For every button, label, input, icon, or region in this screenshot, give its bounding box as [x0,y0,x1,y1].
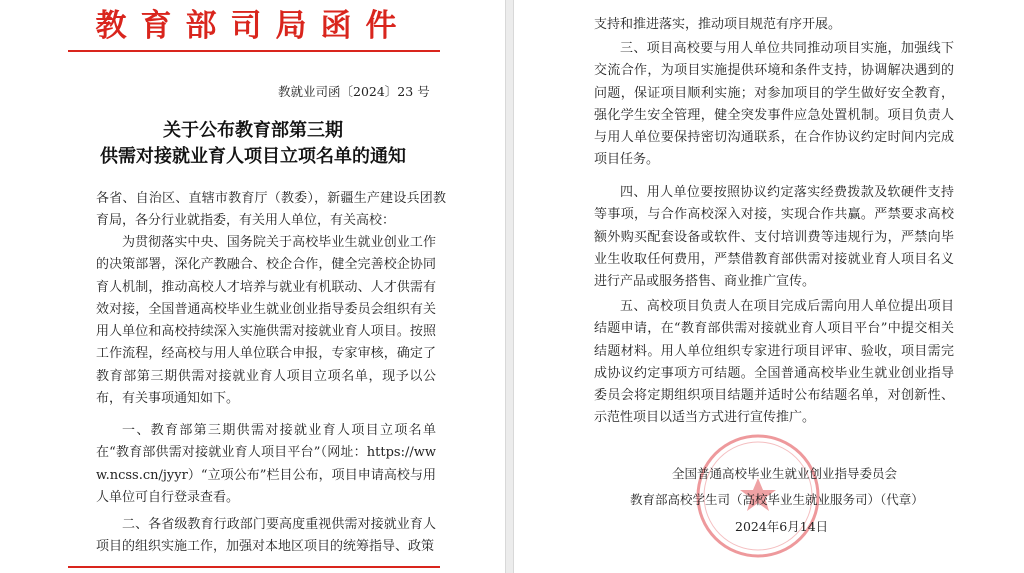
item-3-paragraph: 三、项目高校要与用人单位共同推动项目实施，加强线下交流合作，为项目实施提供环境和条件支持，协调解决遇到的问题，保证项目顺利实施；对参加项目的学生做好安全教育，强化学生安全管理，健全突发事件应急处置机制。项目负责人与用人单位要保持密切沟通联系，在合作协议约定时间内完成项目任务。 [594,41,954,168]
letterhead-red-rule [68,50,440,52]
signature-department: 教育部高校学生司（高校毕业生就业服务司）（代章） [630,492,924,507]
signature-committee: 全国普通高校毕业生就业创业指导委员会 [672,466,898,481]
salutation-paragraph: 各省、自治区、直辖市教育厅（教委），新疆生产建设兵团教育局，各分行业就指委，有关用人单位，有关高校： [96,191,446,229]
item-2-continuation: 支持和推进落实，推动项目规范有序开展。 [594,17,842,32]
document-title-line1: 关于公布教育部第三期 [163,120,343,141]
document-page-left [0,0,506,573]
item-4-paragraph: 四、用人单位要按照协议约定落实经费拨款及软硬件支持等事项，与合作高校深入对接，实现合作共赢。严禁要求高校额外购买配套设备或软件、支付培训费等违规行为，严禁向毕业生收取任何费用，严禁借教育部供需对接就业育人项目名义进行产品或服务搭售、商业推广宣传。 [594,185,954,290]
signature-date: 2024年6月14日 [735,519,829,534]
document-title-line2: 供需对接就业育人项目立项名单的通知 [100,146,406,167]
document-number: 教就业司函〔2024〕23 号 [278,84,430,99]
letterhead-title: 教育部司局函件 [95,8,411,44]
item-5-paragraph: 五、高校项目负责人在项目完成后需向用人单位提出项目结题申请，在“教育部供需对接就业育人项目平台”中提交相关结题材料。用人单位组织专家进行项目评审、验收，项目需完成协议约定事项方可结题。全国普通高校毕业生就业创业指导委员会将定期组织项目结题并适时公布结题名单，对创新性、示范性项目以适当方式进行宣传推广。 [594,299,954,426]
item-2-paragraph: 二、各省级教育行政部门要高度重视供需对接就业育人项目的组织实施工作，加强对本地区项目的统筹指导、政策 [96,517,436,555]
item-1-paragraph: 一、教育部第三期供需对接就业育人项目立项名单在“教育部供需对接就业育人项目平台”（网址：https://www.ncss.cn/jyyr）“立项公布”栏目公布，项目申请高校与用人单位可自行登录查看。 [96,423,436,505]
intro-paragraph: 为贯彻落实中央、国务院关于高校毕业生就业创业工作的决策部署，深化产教融合、校企合作，健全完善校企协同育人机制，推动高校人才培养与就业有机联动、人才供需有效对接，全国普通高校毕业生就业创业指导委员会组织有关用人单位和高校持续深入实施供需对接就业育人项目。按照工作流程，经高校与用人单位联合申报，专家审核，确定了教育部第三期供需对接就业育人项目立项名单，现予以公布，有关事项通知如下。 [96,235,436,407]
footer-red-rule [68,566,440,568]
